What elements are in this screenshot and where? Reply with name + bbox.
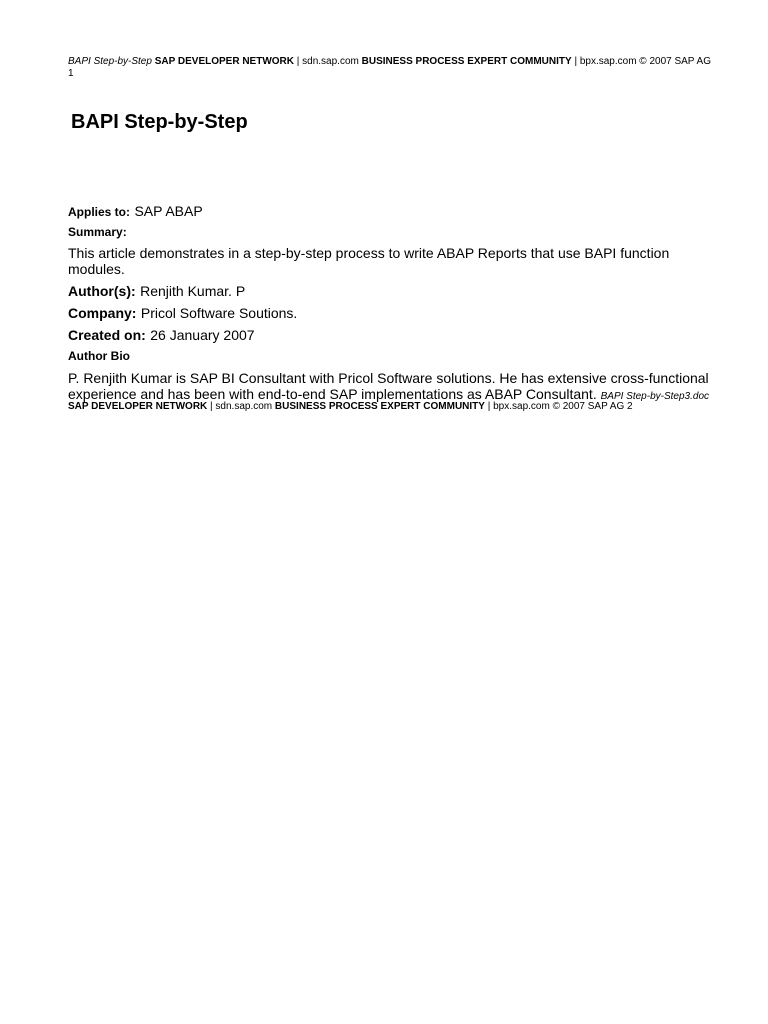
header-network: SAP DEVELOPER NETWORK bbox=[154, 56, 294, 67]
page-footer bbox=[68, 401, 633, 413]
author-bio-label: Author Bio bbox=[68, 349, 130, 363]
footer-copyright: | bpx.sap.com © 2007 SAP AG 2 bbox=[484, 401, 633, 412]
header-copyright: | bpx.sap.com © 2007 SAP AG bbox=[571, 56, 711, 67]
applies-to-row bbox=[68, 203, 203, 221]
applies-to-value: SAP ABAP bbox=[134, 203, 203, 219]
author-bio-paragraph bbox=[68, 370, 718, 405]
header-sdn-link: | sdn.sap.com bbox=[294, 56, 362, 67]
footer-sdn-link: | sdn.sap.com bbox=[207, 401, 275, 412]
summary-text: This article demonstrates in a step-by-step process to write ABAP Reports that use BAPI function modules. bbox=[68, 245, 670, 277]
company-label: Company: bbox=[68, 305, 137, 321]
created-row bbox=[68, 327, 255, 345]
authors-value: Renjith Kumar. P bbox=[140, 283, 246, 299]
company-row bbox=[68, 305, 297, 323]
author-bio-text: P. Renjith Kumar is SAP BI Consultant with Pricol Software solutions. He has extensive cross-functional experience and has been with end-to-end SAP implementations as ABAP Consultant. bbox=[68, 370, 709, 402]
authors-row bbox=[68, 283, 245, 301]
authors-label: Author(s): bbox=[68, 283, 136, 299]
applies-to-label: Applies to: bbox=[68, 205, 130, 219]
page-header bbox=[68, 56, 718, 80]
created-label: Created on: bbox=[68, 327, 146, 343]
document-page bbox=[68, 56, 718, 412]
company-value: Pricol Software Soutions. bbox=[140, 305, 298, 321]
footer-community: BUSINESS PROCESS EXPERT COMMUNITY bbox=[274, 401, 485, 412]
author-bio-file-name: BAPI Step-by-Step3.doc bbox=[600, 391, 710, 402]
summary-label: Summary: bbox=[68, 225, 127, 239]
header-doc-name: BAPI Step-by-Step bbox=[68, 56, 152, 67]
header-page-number: 1 bbox=[68, 68, 74, 79]
footer-network: SAP DEVELOPER NETWORK bbox=[68, 401, 208, 412]
header-community: BUSINESS PROCESS EXPERT COMMUNITY bbox=[361, 56, 572, 67]
created-value: 26 January 2007 bbox=[150, 327, 255, 343]
document-title: BAPI Step-by-Step bbox=[71, 111, 248, 133]
